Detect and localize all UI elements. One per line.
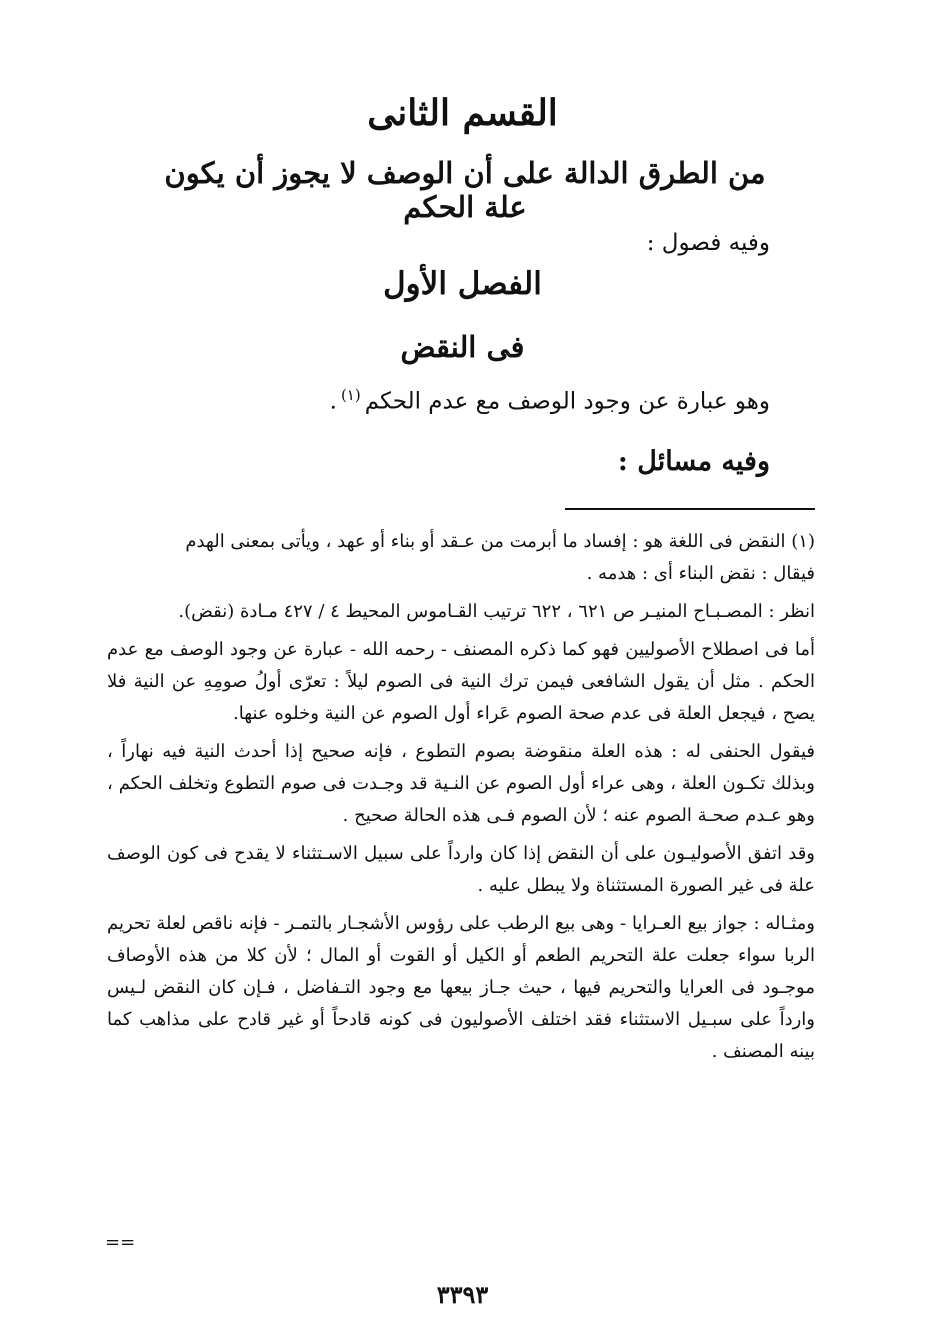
intro-text: وفيه فصول : (646, 230, 770, 256)
continuation-mark: == (105, 1232, 136, 1253)
footnote-paragraph: انظر : المصـبـاح المنيـر ص ٦٢١ ، ٦٢٢ ترتيب القـاموس المحيط ٤ / ٤٢٧ مـادة (نقض). (178, 601, 815, 622)
footnote-paragraph: أما فى اصطلاح الأصوليين فهو كما ذكره المصنف - رحمه الله - عبارة عن وجود الوصف مع عدم الحكم . مثل أن يقول الشافعى فيمن ترك النية فى الصوم ليلاً : تعرّى أولُ صومِهِ عن النية فلا يصح ، فيجعل العلة فى عدم صحة الصوم عَراء أول الصوم عن النية وخلوه عنها. (107, 639, 815, 724)
page-number: ٣٣٩٣ (436, 1280, 489, 1309)
footnote-paragraph: ومثـاله : جواز بيع العـرايا - وهى بيع الرطب على رؤوس الأشجـار بالتمـر - فإنه ناقص لعلة تحريم الربا سواء جعلت علة التحريم الطعم أو الكيل أو القوت أو المال ؛ لأن كلا من هذه الأوصاف موجـود فى العرايا والتحريم فيها ، حيث جـاز بيعها مع وجود التـفاضل ، فـإن كان النقض لـيس وارداً على سبـيل الاستثناء فقد اختلف الأصوليون فى كونه قادحاً أو غير قادح على مذاهب كما بينه المصنف . (107, 913, 815, 1062)
definition-body: وهو عبارة عن وجود الوصف مع عدم الحكم (364, 388, 770, 415)
chapter-title: الفصل الأول (383, 266, 542, 302)
footnote-reference: (١) (340, 386, 361, 404)
footnote-paragraph: وقد اتفق الأصوليـون على أن النقض إذا كان وارداً على سبيل الاسـتثناء لا يقدح فى كون الوصف علة فى غير الصورة المستثناة ولا يبطل عليه . (107, 843, 815, 896)
definition-end: . (329, 388, 337, 415)
footnote-paragraph: (١) النقض فى اللغة هو : إفساد ما أبرمت من عـقد أو بناء أو عهد ، ويأتى بمعنى الهدم (185, 531, 815, 552)
footnotes (107, 526, 815, 1074)
section-title: القسم الثانى (367, 92, 558, 134)
definition-text (330, 386, 770, 415)
footnote-separator (565, 508, 815, 510)
footnote-paragraph: فيقول الحنفى له : هذه العلة منقوضة بصوم التطوع ، فإنه صحيح إذا أحدث النية فيه نهاراً ، وبذلك تكـون العلة ، وهى عراء أول الصوم عن النـية قد وجـدت فى صوم التطوع وتخلف الحكم ، وهو عـدم صحـة الصوم عنه ؛ لأن الصوم فـى هذه الحالة صحيح . (107, 741, 816, 826)
chapter-subtitle: فى النقض (400, 330, 525, 364)
footnote-paragraph: فيقال : نقض البناء أى : هدمه . (586, 563, 815, 584)
section-subtitle: من الطرق الدالة على أن الوصف لا يجوز أن يكون علة الحكم (164, 156, 766, 224)
issues-heading: وفيه مسائل : (617, 446, 770, 477)
